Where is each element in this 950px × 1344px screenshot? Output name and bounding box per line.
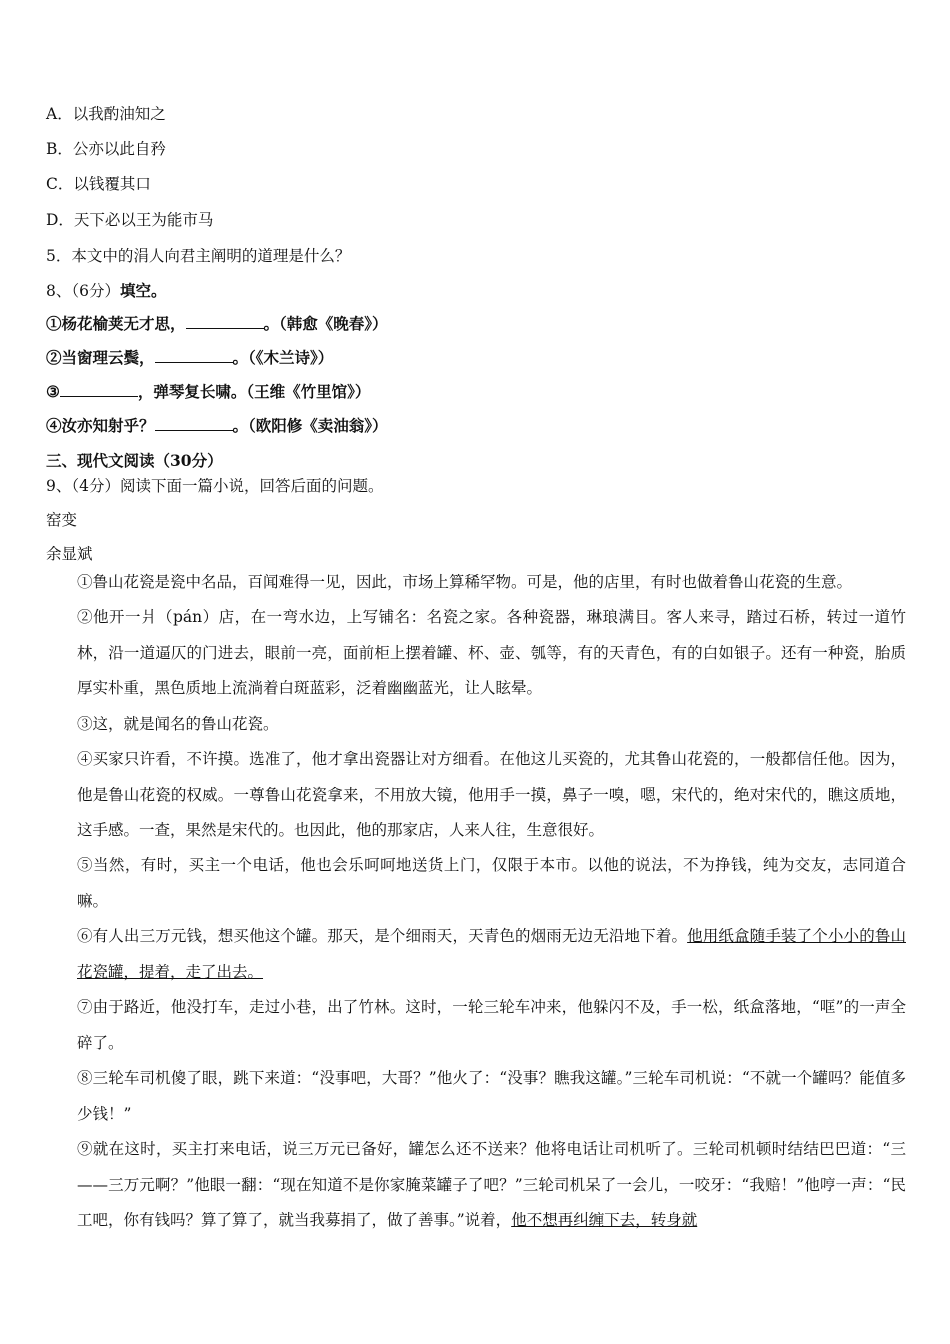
question-8-header <box>46 279 167 301</box>
question-8-number: 8、（6分） <box>46 282 120 300</box>
story-paragraph-9-text: ⑨就在这时，买主打来电话，说三万元已备好，罐怎么还不送来？他将电话让司机听了。三轮司机顿时结结巴巴道：“三——三万元啊？”他眼一翻：“现在知道不是你家腌菜罐子了吧？”三轮司机呆了一会儿，一咬牙：“我赔！”他哼一声：“民工吧，你有钱吗？算了算了，就当我募捐了，做了善事。”说着， <box>77 1140 906 1229</box>
fill-blank-1-suffix: 。（韩愈《晚春》） <box>263 314 388 333</box>
story-paragraph-8: ⑧三轮车司机傻了眼，跳下来道：“没事吧，大哥？”他火了：“没事？瞧我这罐。”三轮车司机说：“不就一个罐吗？能值多少钱！” <box>77 1069 906 1123</box>
story-paragraph-6 <box>46 919 906 990</box>
story-author: 余显斌 <box>46 545 93 563</box>
blank-line <box>155 348 233 363</box>
fill-blank-2 <box>46 346 333 368</box>
underlined-sentence: 他用纸盒随手装了个小小的鲁山花瓷罐，提着，走了出去。 <box>77 927 906 981</box>
fill-blank-3-prefix: ③ <box>46 382 60 401</box>
question-5: 5．本文中的涓人向君主阐明的道理是什么？ <box>46 247 351 265</box>
fill-blank-3 <box>46 380 370 402</box>
option-a: A．以我酌油知之 <box>46 105 166 123</box>
question-9: 9、（4分）阅读下面一篇小说，回答后面的问题。 <box>46 477 384 495</box>
blank-line <box>155 416 233 431</box>
fill-blank-4 <box>46 414 388 436</box>
fill-blank-1-prefix: ①杨花榆荚无才思， <box>46 314 186 333</box>
blank-line <box>186 314 264 329</box>
question-8-instruction: 填空。 <box>119 281 167 300</box>
option-c: C．以钱覆其口 <box>46 175 151 193</box>
story-paragraph-3: ③这，就是闻名的鲁山花瓷。 <box>77 715 279 733</box>
option-d: D．天下必以王为能市马 <box>46 211 214 229</box>
story-paragraph-2: ②他开一爿（pán）店，在一弯水边，上写铺名：名瓷之家。各种瓷器，琳琅满目。客人来寻，踏过石桥，转过一道竹林，沿一道逼仄的门进去，眼前一亮，面前柜上摆着罐、杯、壶、瓠等，有的天青色，有的白如银子。还有一种瓷，胎质厚实朴重，黑色质地上流淌着白斑蓝彩，泛着幽幽蓝光，让人眩晕。 <box>77 608 906 697</box>
story-title: 窑变 <box>46 511 78 529</box>
fill-blank-3-suffix: ，弹琴复长啸。（王维《竹里馆》） <box>137 382 371 401</box>
fill-blank-4-prefix: ④汝亦知射乎？ <box>46 416 155 435</box>
story-paragraph-7: ⑦由于路近，他没打车，走过小巷，出了竹林。这时，一轮三轮车冲来，他躲闪不及，手一松，纸盒落地，“哐”的一声全碎了。 <box>77 998 906 1052</box>
story-paragraph-6-text: ⑥有人出三万元钱，想买他这个罐。那天，是个细雨天，天青色的烟雨无边无沿地下着。 <box>77 927 688 945</box>
fill-blank-2-prefix: ②当窗理云鬓， <box>46 348 155 367</box>
story-paragraph-9 <box>46 1132 906 1239</box>
option-b: B．公亦以此自矜 <box>46 140 166 158</box>
fill-blank-4-suffix: 。（欧阳修《卖油翁》） <box>232 416 388 435</box>
story-paragraph-5: ⑤当然，有时，买主一个电话，他也会乐呵呵地送货上门，仅限于本市。以他的说法，不为挣钱，纯为交友，志同道合嘛。 <box>77 856 906 910</box>
story-paragraph-4: ④买家只许看，不许摸。选准了，他才拿出瓷器让对方细看。在他这儿买瓷的，尤其鲁山花瓷的，一般都信任他。因为，他是鲁山花瓷的权威。一尊鲁山花瓷拿来，不用放大镜，他用手一摸，鼻子一嗅，嗯，宋代的，绝对宋代的，瞧这质地，这手感。一查，果然是宋代的。也因此，他的那家店，人来人往，生意很好。 <box>77 750 906 839</box>
story-paragraph-1: ①鲁山花瓷是瓷中名品，百闻难得一见，因此，市场上算稀罕物。可是，他的店里，有时也做着鲁山花瓷的生意。 <box>77 573 853 591</box>
underlined-sentence: 他不想再纠缠下去，转身就 <box>511 1211 698 1229</box>
section-3-heading: 三、现代文阅读（30分） <box>46 451 223 470</box>
fill-blank-1 <box>46 312 388 334</box>
blank-line <box>60 382 138 397</box>
fill-blank-2-suffix: 。（《木兰诗》） <box>232 348 334 367</box>
